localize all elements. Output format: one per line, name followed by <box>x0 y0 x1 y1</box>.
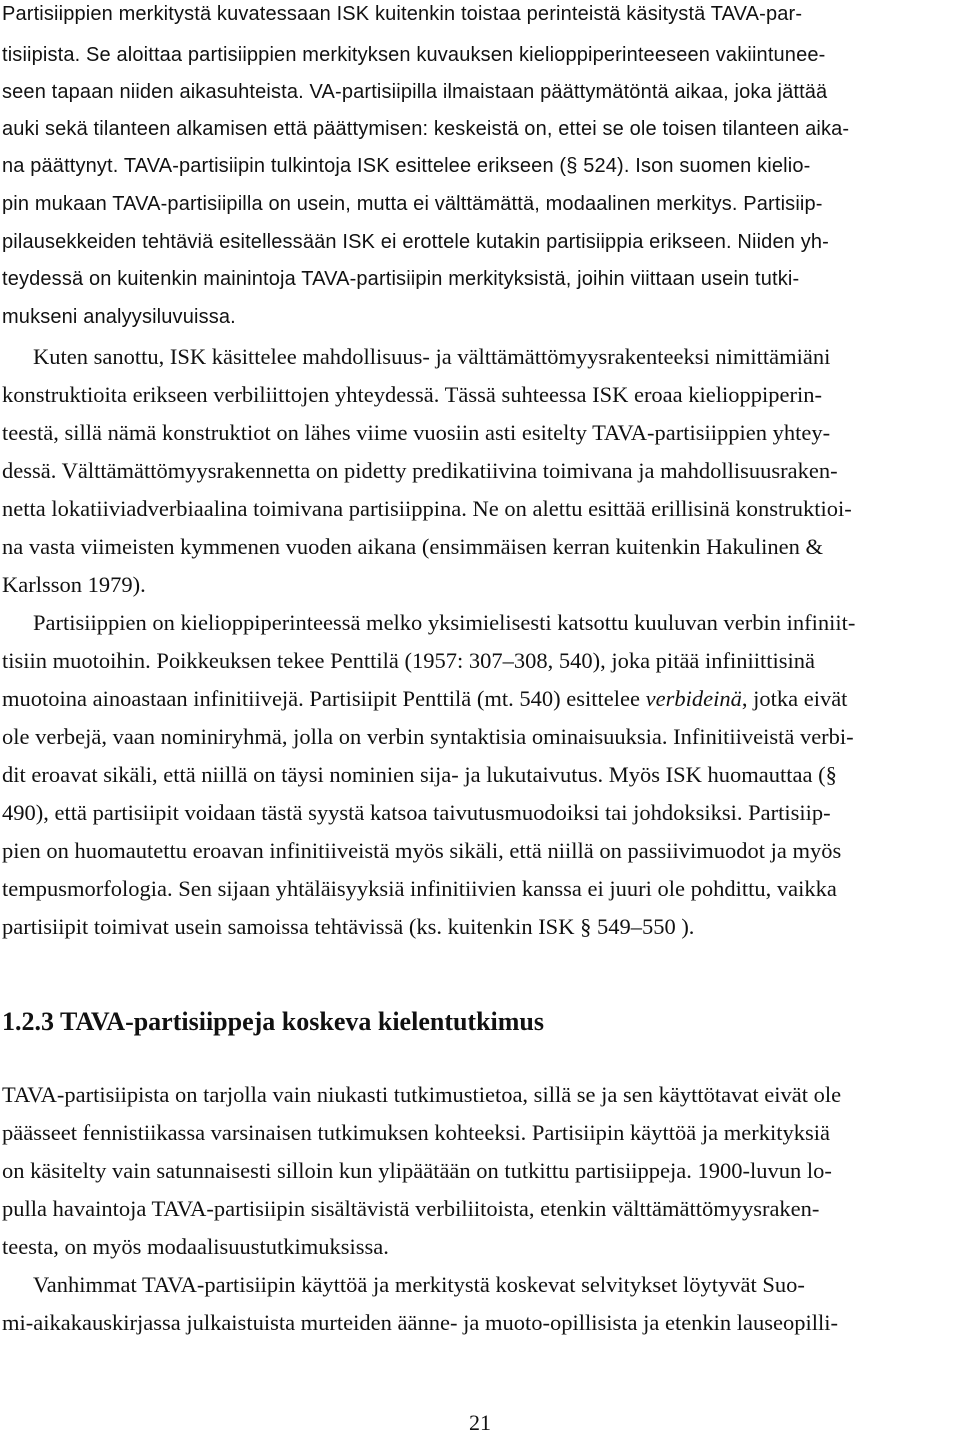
text-line: auki sekä tilanteen alkamisen että päättymisen: keskeistä on, ettei se ole toisen tilanteen aika- <box>2 118 850 140</box>
text-line-mixed <box>2 680 847 717</box>
text-line: mukseni analyysiluvuissa. <box>2 306 236 328</box>
text-line: seen tapaan niiden aikasuhteista. VA-partisiipilla ilmaistaan päättymätöntä aikaa, joka jättää <box>2 81 828 103</box>
page-number: 21 <box>469 1410 491 1435</box>
text-line: dessä. Välttämättömyysrakennetta on pidetty predikatiivina toimivana ja mahdollisuusraken- <box>2 458 838 483</box>
text-line: pin mukaan TAVA-partisiipilla on usein, mutta ei välttämättä, modaalinen merkitys. Partisiip- <box>2 193 823 215</box>
text-line: tisiipista. Se aloittaa partisiippien merkityksen kuvauksen kielioppiperinteeseen vakiintunee- <box>2 44 826 66</box>
text-line: tisiin muotoihin. Poikkeuksen tekee Penttilä (1957: 307–308, 540), joka pitää infiniittisinä <box>2 648 816 673</box>
text-line: tempusmorfologia. Sen sijaan yhtäläisyyksiä infinitiivien kanssa ei juuri ole pohdittu, vaikka <box>2 876 837 901</box>
text-line: pulla havaintoja TAVA-partisiipin sisältävistä verbiliitoista, etenkin välttämättömyysraken- <box>2 1196 820 1221</box>
text-line: TAVA-partisiipista on tarjolla vain niukasti tutkimustietoa, sillä se ja sen käyttötavat eivät ole <box>2 1082 842 1107</box>
text-line: dit eroavat sikäli, että niillä on täysi nominien sija- ja lukutaivutus. Myös ISK huomauttaa (§ <box>2 762 837 787</box>
text-line: partisiipit toimivat usein samoissa tehtävissä (ks. kuitenkin ISK § 549–550 ). <box>2 914 695 939</box>
text-line: Partisiippien on kielioppiperinteessä melko yksimielisesti katsottu kuuluvan verbin infiniit- <box>33 610 856 635</box>
text-line: netta lokatiiviadverbiaalina toimivana partisiippina. Ne on alettu esittää erillisinä konstruktioi- <box>2 496 852 521</box>
text-line: teestä, sillä nämä konstruktiot on lähes viime vuosiin asti esitelty TAVA-partisiippien yhtey- <box>2 420 831 445</box>
text-line-tail: , jotka eivät <box>741 686 848 711</box>
text-line: Kuten sanottu, ISK käsittelee mahdollisuus- ja välttämättömyysrakenteeksi nimittämiäni <box>33 344 831 369</box>
text-line: Partisiippien merkitystä kuvatessaan ISK kuitenkin toistaa perinteistä käsitystä TAVA-par- <box>2 3 803 25</box>
text-line: konstruktioita erikseen verbiliittojen yhteydessä. Tässä suhteessa ISK eroaa kielioppiperin- <box>2 382 822 407</box>
text-line: teydessä on kuitenkin mainintoja TAVA-partisiipin merkityksistä, joihin viittaan usein tutki- <box>2 268 800 290</box>
text-line: päässeet fennistiikassa varsinaisen tutkimuksen kohteeksi. Partisiipin käyttöä ja merkityksiä <box>2 1120 830 1145</box>
text-line: na vasta viimeisten kymmenen vuoden aikana (ensimmäisen kerran kuitenkin Hakulinen & <box>2 534 824 559</box>
text-line: Karlsson 1979). <box>2 572 146 597</box>
text-line: mi-aikakauskirjassa julkaistuista murteiden äänne- ja muoto-opillisista ja etenkin lauseopilli- <box>2 1310 839 1335</box>
text-line: na päättynyt. TAVA-partisiipin tulkintoja ISK esittelee erikseen (§ 524). Ison suomen kielio- <box>2 155 811 177</box>
text-line: ole verbejä, vaan nominiryhmä, jolla on verbin syntaktisia ominaisuuksia. Infinitiiveistä verbi- <box>2 724 854 749</box>
text-line: pilausekkeiden tehtäviä esitellessään ISK ei erottele kutakin partisiippia erikseen. Niiden yh- <box>2 231 829 253</box>
text-line: teesta, on myös modaalisuustutkimuksissa. <box>2 1234 389 1259</box>
text-line-lead: muotoina ainoastaan infinitiivejä. Partisiipit Penttilä (mt. 540) esittelee <box>2 686 646 711</box>
italic-term: verbideinä <box>645 686 742 711</box>
text-line: 490), että partisiipit voidaan tästä syystä katsoa taivutusmuodoiksi tai johdoksiksi. Partisiip- <box>2 800 831 825</box>
text-line: on käsitelty vain satunnaisesti silloin kun ylipäätään on tutkittu partisiippeja. 1900-luvun lo- <box>2 1158 832 1183</box>
text-line: pien on huomautettu eroavan infinitiiveistä myös sikäli, että niillä on passiivimuodot ja myös <box>2 838 842 863</box>
text-line: Vanhimmat TAVA-partisiipin käyttöä ja merkitystä koskevat selvitykset löytyvät Suo- <box>33 1272 805 1297</box>
section-heading: 1.2.3 TAVA-partisiippeja koskeva kielentutkimus <box>2 1007 545 1036</box>
